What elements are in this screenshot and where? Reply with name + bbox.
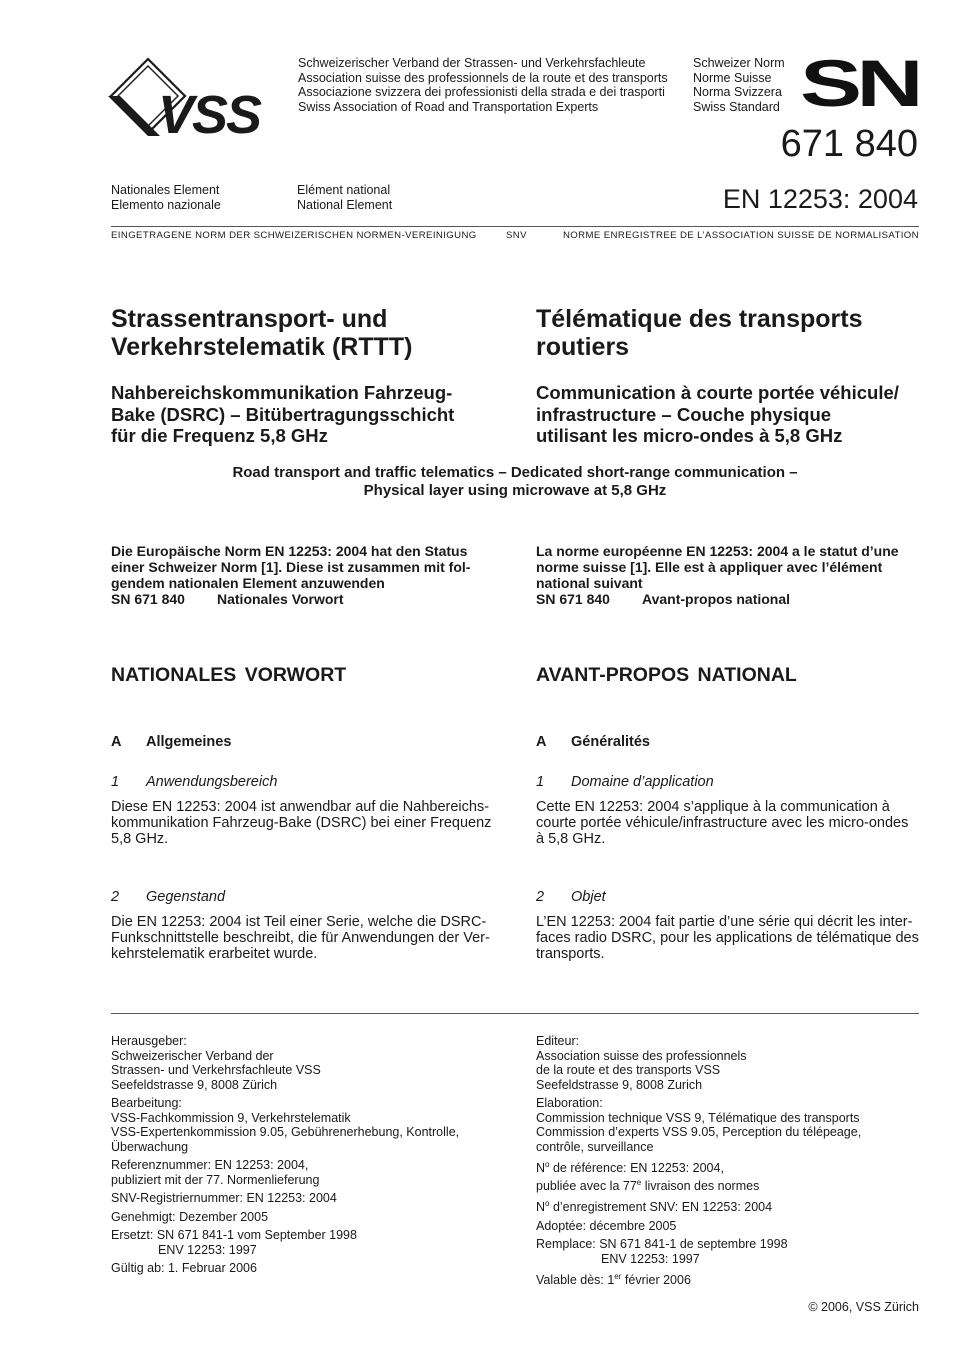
text-part: de référence: EN 12253: 2004, [549,1161,724,1176]
intro-ref: SN 671 840 [536,591,610,607]
title-line: Verkehrstelematik (RTTT) [111,333,413,361]
element-label: National Element [297,197,393,212]
intro-line: einer Schweizer Norm [1]. Diese ist zusammen mit fol- [111,559,471,575]
text-part: N [536,1161,546,1176]
imprint-line: Elaboration: [536,1096,603,1110]
subsection-2-fr [536,889,606,905]
svg-text:SN: SN [800,56,919,110]
foreword-heading-fr: AVANT-PROPOS NATIONAL [536,664,797,686]
imprint-line: Adoptée: décembre 2005 [536,1218,677,1233]
imprint-line: VSS-Expertenkommission 9.05, Gebührenerhebung, Kontrolle, [111,1125,460,1139]
subtitle-line: für die Frequenz 5,8 GHz [111,425,328,446]
norm-number: 671 840 [780,123,918,165]
imprint-line: Commission technique VSS 9, Télématique des transports [536,1110,860,1125]
section-title: Allgemeines [146,734,232,750]
imprint-line: ENV 12253: 1997 [601,1251,700,1266]
paragraph-line: Die EN 12253: 2004 ist Teil einer Serie, welche die DSRC- [111,914,487,930]
norm-line: Norme Suisse [693,70,772,85]
superscript: o [545,1199,550,1209]
paragraph-line: courte portée véhicule/infrastructure avec les micro-ondes [536,815,909,831]
subsection-title: Objet [571,889,606,905]
imprint-line: Seefeldstrasse 9, 8008 Zürich [111,1077,278,1092]
imprint-line: Schweizerischer Verband der [111,1048,274,1063]
section-a-de [111,734,231,750]
paragraph-line: à 5,8 GHz. [536,831,606,847]
imprint-line: publiziert mit der 77. Normenlieferung [111,1172,320,1187]
text-part: publiée avec la 77 [536,1178,637,1193]
organisation-names [298,56,668,114]
subsection-title: Anwendungsbereich [146,774,278,790]
imprint-line: de la route et des transports VSS [536,1063,721,1077]
copyright: © 2006, VSS Zürich [808,1300,919,1314]
subsection-number: 2 [111,889,120,905]
title-en-line: Physical layer using microwave at 5,8 GHz [363,482,667,499]
subsection-1-fr [536,774,714,790]
section-letter: A [111,734,122,750]
imprint-line: Bearbeitung: [111,1096,182,1110]
imprint-line: Commission d’experts VSS 9.05, Perception du télépeage, [536,1125,862,1139]
subsection-title: Gegenstand [146,889,226,905]
text-part: N [536,1200,546,1215]
intro-line: national suivant [536,575,643,591]
imprint-line: Strassen- und Verkehrsfachleute VSS [111,1063,321,1077]
imprint-line: Herausgeber: [111,1034,187,1048]
imprint-line: Association suisse des professionnels [536,1048,747,1063]
paragraph-line: kommunikation Fahrzeug-Bake (DSRC) bei einer Frequenz [111,815,492,831]
org-line: Associazione svizzera dei professionisti della strada e dei trasporti [298,85,665,99]
imprint-line: Editeur: [536,1034,580,1048]
subtitle-de [111,382,454,447]
sn-logo [800,56,920,110]
text-part: février 2006 [621,1273,691,1288]
paragraph-2-de [111,914,495,962]
intro-ref: SN 671 840 [111,591,185,607]
footer-rule [111,1013,919,1014]
foreword-heading-de: NATIONALES VORWORT [111,664,347,686]
en-reference: EN 12253: 2004 [722,184,918,214]
subsection-number: 1 [111,774,120,790]
intro-line: La norme européenne EN 12253: 2004 a le statut d’une [536,543,899,559]
element-label: Nationales Element [111,183,220,197]
imprint-line: Remplace: SN 671 841-1 de septembre 1998 [536,1237,788,1252]
imprint-line: SNV-Registriernummer: EN 12253: 2004 [111,1191,337,1205]
org-line: Schweizerischer Verband der Strassen- und Verkehrsfachleute [298,56,646,70]
text-part: d’enregistrement SNV: EN 12253: 2004 [549,1200,773,1215]
imprint-line: VSS-Fachkommission 9, Verkehrstelematik [111,1110,351,1125]
title-fr [536,305,862,361]
superscript: o [545,1160,550,1169]
registration-left: EINGETRAGENE NORM DER SCHWEIZERISCHEN NORMEN-VEREINIGUNG [111,230,477,241]
imprint-line: ENV 12253: 1997 [158,1242,257,1257]
title-line: routiers [536,333,630,361]
org-line: Association suisse des professionnels de la route et des transports [298,70,668,85]
intro-line: norme suisse [1]. Elle est à appliquer avec l’élément [536,559,883,575]
intro-line: Die Europäische Norm EN 12253: 2004 hat den Status [111,543,468,559]
intro-de [111,543,495,607]
imprint-line: Referenznummer: EN 12253: 2004, [111,1158,309,1172]
imprint-line [536,1176,861,1194]
header-rule [111,226,919,227]
subsection-2-de [111,889,225,905]
imprint-line [536,1158,861,1176]
imprint-line [536,1197,861,1215]
subsection-title: Domaine d’application [571,774,714,790]
norm-line: Swiss Standard [693,99,780,114]
imprint-line: Gültig ab: 1. Februar 2006 [111,1261,257,1275]
intro-line: gendem nationalen Element anzuwenden [111,575,385,591]
intro-fr [536,543,920,607]
imprint-line: Ersetzt: SN 671 841-1 vom September 1998 [111,1228,357,1242]
section-letter: A [536,734,547,750]
paragraph-line: Diese EN 12253: 2004 ist anwendbar auf die Nahbereichs- [111,799,490,815]
paragraph-line: transports. [536,946,605,962]
imprint-line: contrôle, surveillance [536,1139,654,1154]
subtitle-line: utilisant les micro-ondes à 5,8 GHz [536,425,843,446]
imprint-line: Genehmigt: Dezember 2005 [111,1209,269,1224]
imprint-line: Seefeldstrasse 9, 8008 Zurich [536,1077,703,1092]
subtitle-line: infrastructure – Couche physique [536,403,832,425]
paragraph-line: kehrstelematik erarbeitet wurde. [111,946,318,962]
subsection-number: 1 [536,774,545,790]
superscript: e [636,1177,642,1187]
imprint-fr [536,1034,861,1288]
imprint-line: Überwachung [111,1139,189,1154]
element-label: Elemento nazionale [111,197,221,212]
paragraph-2-fr [536,914,920,962]
title-line: Strassentransport- und [111,305,388,333]
subtitle-line: Communication à courte portée véhicule/ [536,382,899,403]
element-right [297,183,392,212]
element-left [111,183,221,212]
paragraph-line: Cette EN 12253: 2004 s’applique à la communication à [536,799,890,815]
title-de [111,305,413,361]
norm-type [693,56,785,114]
registration-right: NORME ENREGISTREE DE L’ASSOCIATION SUISSE DE NORMALISATION [562,230,919,241]
text-part: livraison des normes [641,1178,760,1193]
vss-logo [108,56,294,140]
section-a-fr [536,734,650,750]
intro-ref-label: Avant-propos national [642,591,791,607]
intro-ref-label: Nationales Vorwort [217,591,344,607]
paragraph-line: L’EN 12253: 2004 fait partie d’une série qui décrit les inter- [536,914,913,930]
subtitle-line: Nahbereichskommunikation Fahrzeug- [111,382,453,403]
subsection-1-de [111,774,277,790]
imprint-line [536,1270,861,1288]
title-line: Télématique des transports [536,305,863,333]
subtitle-line: Bake (DSRC) – Bitübertragungsschicht [111,403,455,425]
paragraph-line: faces radio DSRC, pour les applications de télématique des [536,930,919,946]
norm-line: Norma Svizzera [693,85,782,99]
subtitle-fr [536,382,899,447]
norm-line: Schweizer Norm [693,56,785,70]
subsection-number: 2 [536,889,545,905]
paragraph-line: 5,8 GHz. [111,831,169,847]
paragraph-1-de [111,799,495,847]
element-label: Elément national [297,183,391,197]
title-en [111,464,919,500]
paragraph-1-fr [536,799,920,847]
section-title: Généralités [571,734,650,750]
paragraph-line: Funkschnittstelle beschreibt, die für Anwendungen der Ver- [111,930,490,946]
registration-mid: SNV [506,230,527,241]
superscript: er [614,1272,622,1282]
org-line: Swiss Association of Road and Transportation Experts [298,99,599,114]
text-part: Valable dès: 1 [536,1273,615,1288]
imprint-de [111,1034,459,1276]
title-en-line: Road transport and traffic telematics – Dedicated short-range communication – [232,464,798,481]
svg-text:VSS: VSS [158,85,261,140]
